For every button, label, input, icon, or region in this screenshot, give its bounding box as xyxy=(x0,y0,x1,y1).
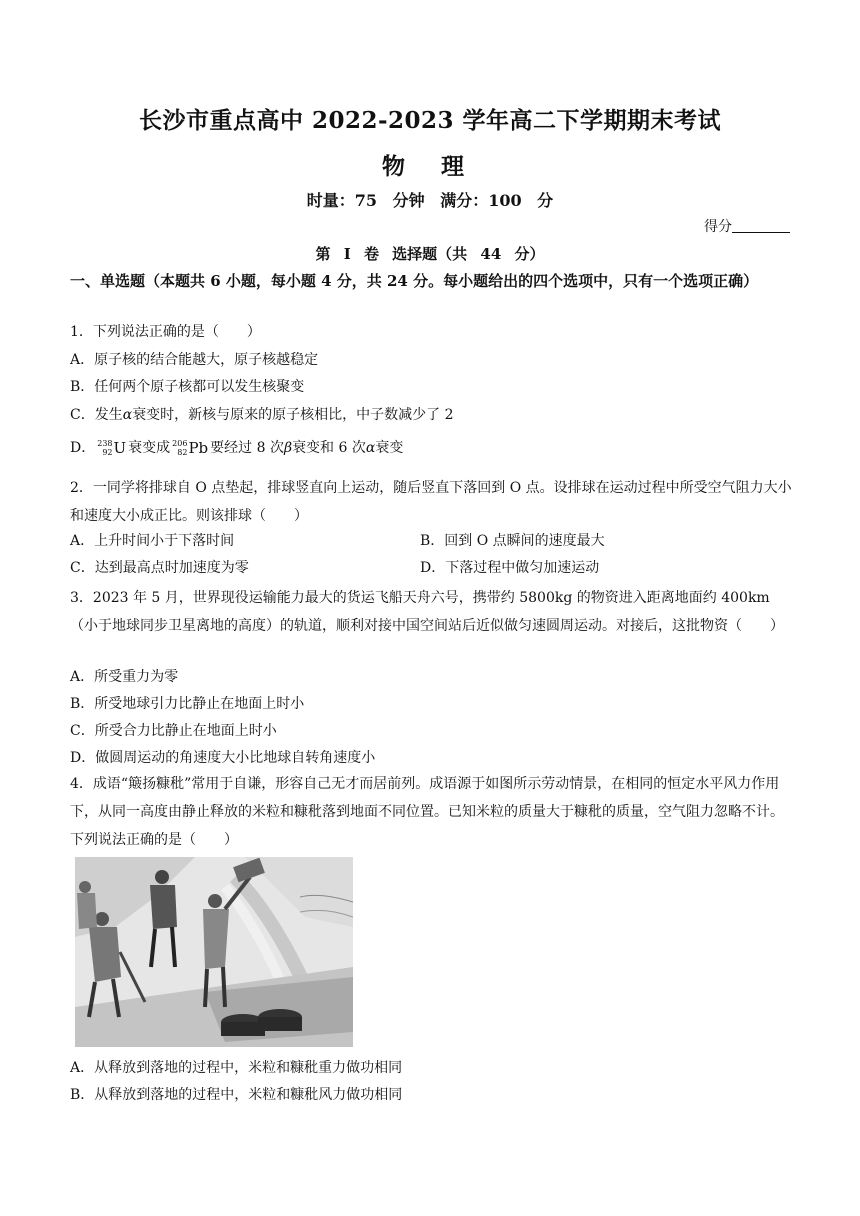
q1-d-post3: 衰变 xyxy=(375,440,404,456)
winnowing-illustration xyxy=(75,857,353,1047)
subject-title: 物 理 xyxy=(381,153,478,180)
pb-atomic-number: 82 xyxy=(177,448,188,457)
part1-heading: 一、单选题（本题共 6 小题，每小题 4 分，共 24 分。每小题给出的四个选项中，只有一个选项正确） xyxy=(70,272,759,290)
q1-d-post1: 要经过 8 次 xyxy=(210,440,284,456)
q1-option-a: A．原子核的结合能越大，原子核越稳定 xyxy=(70,352,319,368)
beta-symbol: β xyxy=(283,440,293,456)
q2-option-b: B．回到 O 点瞬间的速度最大 xyxy=(420,533,605,549)
q3-stem: 3．2023 年 5 月，世界现役运输能力最大的货运飞船天舟六号，携带约 5800kg 的物资进入距离地面约 400km（小于地球同步卫星离地的高度）的轨道，顺利对接中国空间站后近似做匀速圆周运动。对接后，这批物资（ ） xyxy=(70,590,784,634)
u-atomic-number: 92 xyxy=(102,448,113,457)
alpha-symbol: α xyxy=(365,440,376,456)
q3-option-d: D．做圆周运动的角速度大小比地球自转角速度小 xyxy=(70,750,376,766)
score-field xyxy=(704,216,790,236)
pb-mass-number: 206 xyxy=(172,439,188,448)
q4-stem: 4．成语“簸扬糠秕”常用于自谦，形容自己无才而居前列。成语源于如图所示劳动情景，在相同的恒定水平风力作用下，从同一高度由静止释放的米粒和糠秕落到地面不同位置。已知米粒的质量大于糠秕的质量，空气阻力忽略不计。下列说法正确的是（ ） xyxy=(70,776,784,848)
section-title: 第 I 卷 选择题（共 44 分） xyxy=(315,245,545,263)
q1-stem: 1．下列说法正确的是（ ） xyxy=(70,324,261,340)
q1-option-d xyxy=(70,438,792,458)
q1-d-label: D． xyxy=(70,440,96,456)
q2-stem: 2．一同学将排球自 O 点垫起，排球竖直向上运动，随后竖直下落回到 O 点。设排球在运动过程中所受空气阻力大小和速度大小成正比。则该排球（ ） xyxy=(70,480,792,524)
q1-option-c xyxy=(70,405,792,425)
q1-d-post2: 衰变和 6 次 xyxy=(292,440,366,456)
q2-option-c: C．达到最高点时加速度为零 xyxy=(70,560,249,576)
q4-option-a: A．从释放到落地的过程中，米粒和糠秕重力做功相同 xyxy=(70,1060,403,1076)
q4-option-b: B．从释放到落地的过程中，米粒和糠秕风力做功相同 xyxy=(70,1087,403,1103)
u-mass-number: 238 xyxy=(97,439,113,448)
q3-option-b: B．所受地球引力比静止在地面上时小 xyxy=(70,696,305,712)
score-label: 得分 xyxy=(704,219,732,235)
uranium-nuclide xyxy=(97,438,126,458)
u-symbol: U xyxy=(113,439,127,457)
q1-d-mid: 衰变成 xyxy=(128,440,171,456)
score-blank xyxy=(732,218,790,233)
q3-option-a: A．所受重力为零 xyxy=(70,669,179,685)
q3-option-c: C．所受合力比静止在地面上时小 xyxy=(70,723,277,739)
q2-option-d: D．下落过程中做匀加速运动 xyxy=(420,560,600,576)
pb-symbol: Pb xyxy=(188,439,209,457)
q1-option-b: B．任何两个原子核都可以发生核聚变 xyxy=(70,379,305,395)
winnowing-scene-image xyxy=(75,857,353,1047)
q1-c-pre: C．发生 xyxy=(70,407,123,423)
alpha-symbol: α xyxy=(122,407,133,423)
lead-nuclide xyxy=(172,438,208,458)
q2-option-a: A．上升时间小于下落时间 xyxy=(70,533,235,549)
time-info: 时量：75 分钟 满分：100 分 xyxy=(306,191,554,210)
exam-title: 长沙市重点高中 2022-2023 学年高二下学期期末考试 xyxy=(138,107,722,134)
q1-c-post: 衰变时，新核与原来的原子核相比，中子数减少了 2 xyxy=(132,407,454,423)
